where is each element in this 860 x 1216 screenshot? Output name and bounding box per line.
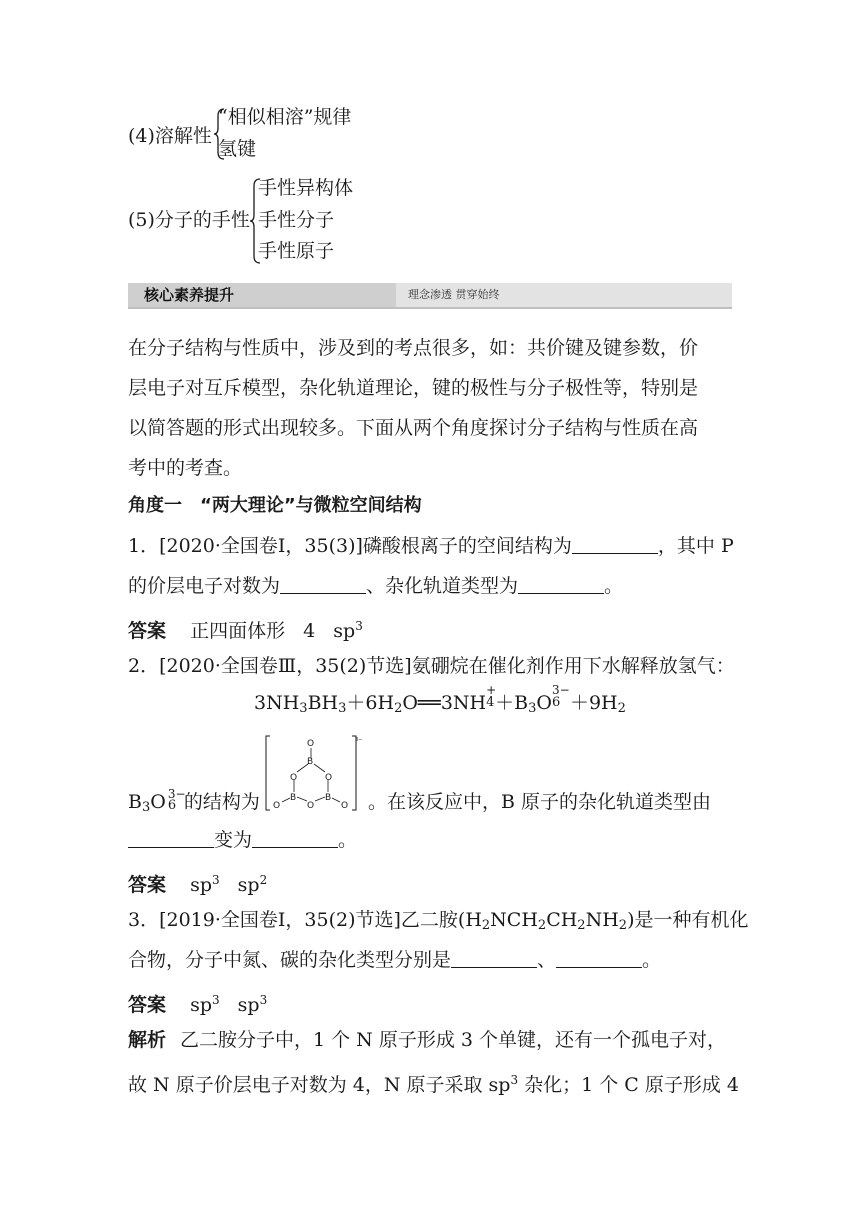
- solubility-item: 氢键: [218, 138, 257, 160]
- analysis-text: 杂化；1 个 C 原子形成 4: [518, 1074, 740, 1096]
- question-3-line-1: [128, 908, 748, 938]
- superscript: 3: [211, 993, 220, 1007]
- subscript: 4: [486, 695, 495, 710]
- formula-part: NH: [585, 909, 619, 931]
- question-1-answer: [128, 614, 363, 643]
- ion-charge: 3−: [355, 737, 363, 743]
- question-2-line-2: [128, 787, 260, 820]
- eq-part: ＋9H: [569, 692, 618, 714]
- subscript: 2: [577, 918, 586, 933]
- answer-blank: [518, 575, 604, 594]
- answer-value: sp: [190, 994, 212, 1016]
- analysis-text: 故 N 原子价层电子对数为 4，N 原子采取 sp: [128, 1074, 511, 1096]
- atom-oxygen: O: [307, 739, 315, 749]
- atom-oxygen: O: [341, 801, 349, 811]
- eq-part: ＋B: [495, 692, 529, 714]
- question-text: 变为: [214, 829, 253, 851]
- atom-oxygen: O: [273, 801, 281, 811]
- formula-part: B: [128, 791, 142, 813]
- question-text: 的价层电子对数为: [128, 575, 281, 597]
- formula-part: O: [150, 791, 166, 813]
- question-2-line-1: 2．[2020·全国卷Ⅲ，35(2)节选]氨硼烷在催化剂作用下水解释放氢气：: [128, 655, 735, 677]
- answer-blank: [128, 829, 214, 848]
- atom-oxygen: O: [290, 773, 298, 783]
- answer-label: 答案: [128, 994, 167, 1016]
- chirality-group: [128, 174, 428, 266]
- superscript: 3: [259, 993, 268, 1007]
- chirality-items: [258, 174, 353, 267]
- question-text: )是一种有机化: [627, 909, 749, 931]
- question-1-line-2: [128, 574, 623, 598]
- answer-value: sp: [237, 874, 260, 896]
- subscript: 2: [394, 701, 403, 716]
- answer-blank: [280, 575, 366, 594]
- answer-label: 答案: [128, 874, 167, 896]
- answer-value: 4: [303, 620, 316, 642]
- superscript: 3: [355, 619, 363, 633]
- solubility-items: [218, 104, 351, 164]
- angle-heading: 角度一 “两大理论”与微粒空间结构: [128, 495, 422, 516]
- eq-part: O══3NH: [402, 692, 487, 714]
- solubility-label: (4)溶解性: [128, 125, 212, 147]
- section-banner: [128, 283, 732, 309]
- superscript: 3−: [551, 683, 570, 697]
- question-text: 。: [338, 829, 358, 851]
- question-2-line-2b: 。在该反应中，B 原子的杂化轨道类型由: [368, 791, 712, 813]
- atom-boron: B: [307, 757, 314, 767]
- answer-value: sp: [333, 620, 356, 642]
- atom-boron: B: [325, 793, 332, 803]
- intro-line: 在分子结构与性质中，涉及到的考点很多，如：共价键及键参数，价: [128, 337, 699, 359]
- question-text: 、杂化轨道类型为: [366, 575, 519, 597]
- intro-paragraph: [128, 328, 736, 488]
- formula-part: CH: [546, 909, 578, 931]
- superscript: +: [486, 683, 497, 697]
- chemical-equation: [254, 683, 626, 716]
- question-text: 。: [604, 575, 624, 597]
- subscript: 6: [167, 798, 177, 813]
- question-text: 、: [537, 949, 557, 971]
- superscript: 3−: [167, 787, 186, 801]
- superscript: 2: [259, 873, 268, 887]
- subscript: 2: [617, 701, 626, 716]
- answer-value: sp: [237, 994, 260, 1016]
- question-2-line-3: [128, 828, 357, 852]
- eq-part: 3NH: [254, 692, 300, 714]
- solubility-item: “相似相溶”规律: [218, 106, 352, 128]
- intro-line: 以简答题的形式出现较多。下面从两个角度探讨分子结构与性质在高: [128, 417, 699, 439]
- question-3-answer: [128, 988, 267, 1017]
- subscript: 2: [618, 918, 628, 933]
- question-text: 。: [642, 949, 662, 971]
- chirality-item: 手性分子: [258, 209, 335, 231]
- answer-value: sp: [190, 874, 212, 896]
- superscript: 3: [211, 873, 220, 887]
- question-3-line-2: [128, 948, 661, 972]
- subscript: 2: [481, 918, 491, 933]
- superscript: 3: [510, 1073, 519, 1087]
- answer-blank: [252, 829, 338, 848]
- chirality-label: (5)分子的手性: [128, 209, 250, 231]
- question-text: 的结构为: [183, 791, 260, 813]
- question-2-answer: [128, 868, 267, 897]
- question-1-line-1: [128, 534, 734, 558]
- analysis-label: 解析: [128, 1029, 167, 1051]
- subscript: 3: [338, 701, 347, 716]
- subscript: 3: [528, 701, 537, 716]
- subscript: 2: [537, 918, 547, 933]
- subscript: 3: [141, 800, 151, 815]
- question-text: 3．[2019·全国卷Ⅰ，35(2)节选]乙二胺(H: [128, 909, 482, 931]
- question-3-analysis-line-1: [128, 1028, 726, 1052]
- formula-part: NCH: [490, 909, 538, 931]
- borate-ring-structure: [266, 734, 363, 812]
- eq-part: BH: [307, 692, 339, 714]
- question-text: ，其中 P: [657, 535, 734, 557]
- answer-blank: [572, 535, 658, 554]
- eq-part: O: [536, 692, 552, 714]
- answer-label: 答案: [128, 620, 167, 642]
- solubility-group: [128, 104, 428, 164]
- atom-oxygen: O: [325, 773, 333, 783]
- intro-line: 考中的考查。: [128, 457, 243, 479]
- answer-blank: [451, 949, 537, 968]
- question-text: 1．[2020·全国卷Ⅰ，35(3)]磷酸根离子的空间结构为: [128, 535, 572, 557]
- banner-subtitle: 理念渗透 贯穿始终: [408, 288, 500, 301]
- question-text: 合物，分子中氮、碳的杂化类型分别是: [128, 949, 452, 971]
- answer-blank: [556, 949, 642, 968]
- chirality-item: 手性异构体: [258, 177, 354, 199]
- atom-oxygen: O: [307, 801, 315, 811]
- answer-value: 正四面体形: [190, 620, 286, 642]
- subscript: 6: [551, 695, 561, 710]
- analysis-text: 乙二胺分子中，1 个 N 原子形成 3 个单键，还有一个孤电子对，: [180, 1029, 727, 1051]
- banner-title: 核心素养提升: [144, 286, 235, 304]
- question-3-analysis-line-2: [128, 1068, 739, 1097]
- chirality-item: 手性原子: [258, 240, 335, 262]
- intro-line: 层电子对互斥模型，杂化轨道理论，键的极性与分子极性等，特别是: [128, 377, 699, 399]
- atom-boron: B: [290, 793, 297, 803]
- eq-part: ＋6H: [346, 692, 395, 714]
- subscript: 3: [299, 701, 308, 716]
